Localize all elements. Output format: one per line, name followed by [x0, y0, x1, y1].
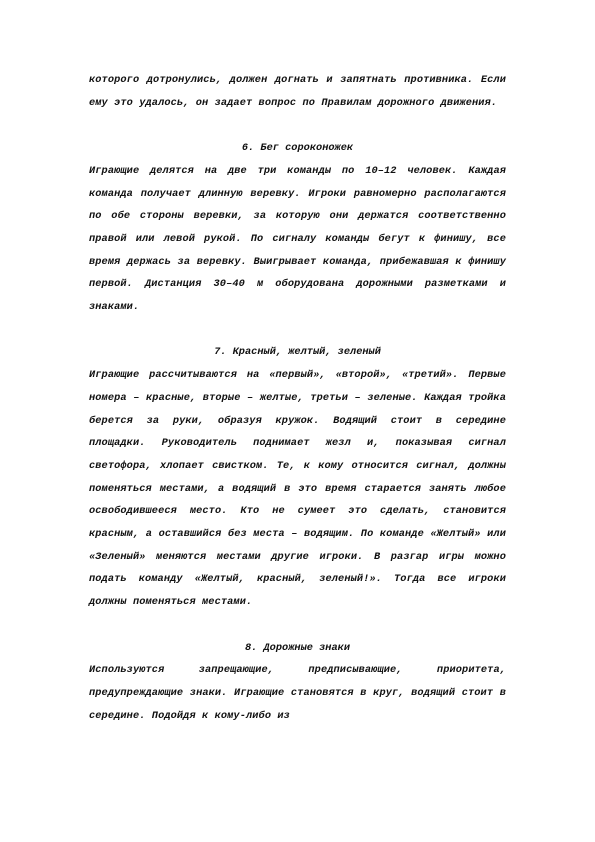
section-body-8: Используются запрещающие, предписывающие, приоритета, предупреждающие знаки. Играющие становятся в круг, водящий стоит в середине. Подойдя к кому-либо из: [89, 664, 506, 722]
section-body-6: Играющие делятся на две три команды по 10–12 человек. Каждая команда получает длинную веревку. Игроки равномерно располагаются по обе стороны веревки, за которую они держатся соответственно правой или левой рукой. По сигналу команды бегут к финишу, все время держась за веревку. Выигрывает команда, прибежавшая к финишу первой. Дистанция 30–40 м оборудована дорожными разметками и знаками.: [89, 164, 506, 314]
spacer: [89, 319, 506, 342]
section-heading-8: 8. Дорожные знаки: [244, 641, 351, 654]
section-heading-7: 7. Красный, желтый, зеленый: [214, 346, 381, 359]
intro-paragraph: которого дотронулись, должен догнать и запятнать противника. Если ему это удалось, он задает вопрос по Правилам дорожного движения.: [89, 74, 506, 109]
section-body-7: Играющие рассчитываются на «первый», «второй», «третий». Первые номера – красные, вторые – желтые, третьи – зеленые. Каждая тройка берется за руки, образуя кружок. Водящий стоит в середине площадки. Руководитель поднимает жезл и, показывая сигнал светофора, хлопает свистком. Те, к кому относится сигнал, должны поменяться местами, а водящий в это время старается занять любое освободившееся место. Кто не сумеет это сделать, становится красным, а оставшийся без места – водящим. По команде «Желтый» или «Зеленый» меняются местами другие игроки. В разгар игры можно подать команду «Желтый, красный, зеленый!». Тогда все игроки должны поменяться местами.: [89, 369, 506, 609]
spacer: [89, 114, 506, 137]
spacer: [89, 614, 506, 637]
section-heading-6: 6. Бег сороконожек: [241, 142, 354, 155]
